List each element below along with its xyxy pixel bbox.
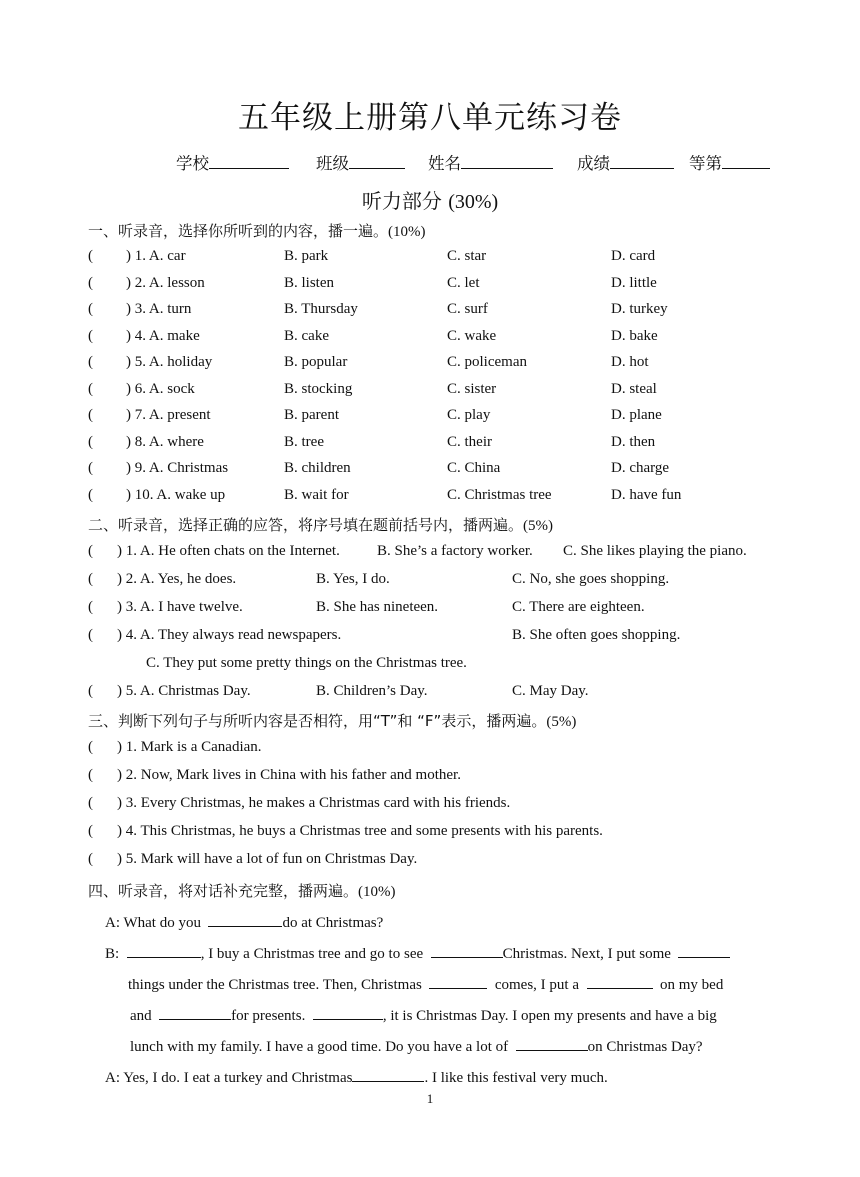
section4-heading-text: 四、听录音，将对话补充完整，播两遍。 xyxy=(88,882,359,900)
answer-blank[interactable] xyxy=(429,974,487,989)
dialogue-text: . I like this festival very much. xyxy=(424,1070,608,1086)
s1-option-b: B. wait for xyxy=(284,486,349,503)
s1-option-c: C. China xyxy=(447,460,501,476)
s3-statement: ) 5. Mark will have a lot of fun on Christmas Day. xyxy=(117,851,418,867)
s1-option-a: ) 10. A. wake up xyxy=(126,486,226,503)
s1-option-b: B. parent xyxy=(284,407,339,423)
answer-blank[interactable] xyxy=(313,1005,383,1020)
s1-option-b: B. children xyxy=(284,460,351,476)
s2-q1-c: C. She likes playing the piano. xyxy=(563,543,747,559)
section2-heading xyxy=(88,514,553,535)
dialogue-text: , I buy a Christmas tree and go to see xyxy=(200,946,424,962)
dialogue-text: things under the Christmas tree. Then, Christmas xyxy=(128,977,422,993)
s1-option-b: B. tree xyxy=(284,433,324,450)
s1-option-c: C. wake xyxy=(447,327,497,344)
class-label: 班级 xyxy=(316,154,349,173)
answer-blank[interactable] xyxy=(159,1005,231,1020)
s1-option-d: D. then xyxy=(611,433,656,450)
answer-paren[interactable]: ( xyxy=(88,683,93,699)
answer-paren[interactable]: ( xyxy=(88,823,93,839)
s1-option-d: D. card xyxy=(611,248,656,264)
s1-option-d: D. bake xyxy=(611,327,658,344)
answer-paren[interactable]: ( xyxy=(88,571,93,587)
dialogue-text: comes, I put a xyxy=(494,977,579,993)
s2-q4-c: C. They put some pretty things on the Christmas tree. xyxy=(146,655,467,671)
dialogue-text: A: What do you xyxy=(105,915,201,931)
school-blank[interactable] xyxy=(209,151,289,169)
s3-statement: ) 2. Now, Mark lives in China with his father and mother. xyxy=(117,767,461,783)
answer-blank[interactable] xyxy=(516,1036,588,1051)
dialogue-text: B: xyxy=(105,946,120,962)
score-label: 成绩 xyxy=(577,154,610,173)
s1-option-c: C. let xyxy=(447,274,480,291)
answer-paren[interactable]: ( xyxy=(88,407,93,423)
grade-label: 等第 xyxy=(689,154,722,173)
s1-option-a: ) 2. A. lesson xyxy=(126,274,205,291)
s2-q2-b: B. Yes, I do. xyxy=(316,571,390,587)
section3-heading-text: 三、判断下列句子与所听内容是否相符，用“T”和 “F”表示，播两遍。 xyxy=(88,712,547,730)
dialogue-text: on my bed xyxy=(660,977,724,993)
class-blank[interactable] xyxy=(349,151,405,169)
school-field xyxy=(176,150,289,174)
s2-q1-a: ) 1. A. He often chats on the Internet. xyxy=(117,543,340,559)
dialogue-text: Christmas. Next, I put some xyxy=(502,946,671,962)
dialogue-line-2 xyxy=(105,943,730,963)
s3-statement: ) 4. This Christmas, he buys a Christmas tree and some presents with his parents. xyxy=(117,823,603,839)
s1-option-d: D. little xyxy=(611,274,657,291)
s1-option-a: ) 1. A. car xyxy=(126,248,186,264)
s1-option-c: C. their xyxy=(447,433,492,450)
s3-statement: ) 3. Every Christmas, he makes a Christmas card with his friends. xyxy=(117,795,511,811)
answer-paren[interactable]: ( xyxy=(88,380,93,397)
s1-option-a: ) 3. A. turn xyxy=(126,301,192,317)
answer-paren[interactable]: ( xyxy=(88,543,93,559)
section1-points: (10%) xyxy=(388,224,426,240)
s1-option-b: B. park xyxy=(284,248,329,264)
s1-option-c: C. policeman xyxy=(447,354,527,370)
score-field xyxy=(577,150,674,174)
score-blank[interactable] xyxy=(610,151,674,169)
s1-option-c: C. sister xyxy=(447,380,497,397)
answer-paren[interactable]: ( xyxy=(88,767,93,783)
dialogue-text: do at Christmas? xyxy=(282,915,384,931)
page-number: 1 xyxy=(426,1091,434,1106)
s1-option-a: ) 7. A. present xyxy=(126,407,211,423)
answer-paren[interactable]: ( xyxy=(88,599,93,615)
listening-subtitle xyxy=(0,185,860,214)
s2-q3-b: B. She has nineteen. xyxy=(316,599,439,615)
s2-q5-b: B. Children’s Day. xyxy=(316,683,428,699)
section2-points: (5%) xyxy=(523,518,554,534)
s1-option-a: ) 8. A. where xyxy=(126,433,204,450)
s2-q1-b: B. She’s a factory worker. xyxy=(377,543,533,559)
dialogue-text: lunch with my family. I have a good time. Do you have a lot of xyxy=(130,1039,509,1055)
s2-q3-c: C. There are eighteen. xyxy=(512,599,645,615)
s1-option-c: C. play xyxy=(447,407,491,423)
answer-blank[interactable] xyxy=(587,974,653,989)
section4-points: (10%) xyxy=(358,884,396,900)
school-label: 学校 xyxy=(176,154,209,173)
dialogue-text: and xyxy=(130,1008,152,1024)
name-field xyxy=(428,150,553,174)
s1-option-d: D. have fun xyxy=(611,486,682,503)
s2-q5-a: ) 5. A. Christmas Day. xyxy=(117,683,251,699)
dialogue-line-5 xyxy=(130,1036,703,1056)
s3-statement: ) 1. Mark is a Canadian. xyxy=(117,739,262,755)
grade-field xyxy=(689,150,770,174)
section2-heading-text: 二、听录音，选择正确的应答，将序号填在题前括号内，播两遍。 xyxy=(88,516,524,534)
s1-option-d: D. charge xyxy=(611,460,670,476)
s1-option-d: D. plane xyxy=(611,407,662,423)
s1-option-c: C. star xyxy=(447,248,487,264)
section1-heading xyxy=(88,220,426,241)
answer-paren[interactable]: ( xyxy=(88,460,93,476)
s2-q2-c: C. No, she goes shopping. xyxy=(512,571,670,587)
answer-paren[interactable]: ( xyxy=(88,739,93,755)
s1-option-d: D. steal xyxy=(611,380,657,397)
name-blank[interactable] xyxy=(461,151,553,169)
section1-heading-text: 一、听录音，选择你所听到的内容，播一遍。 xyxy=(88,222,389,240)
s1-option-c: C. Christmas tree xyxy=(447,486,552,503)
answer-paren[interactable]: ( xyxy=(88,795,93,811)
answer-paren[interactable]: ( xyxy=(88,486,93,503)
s1-option-b: B. listen xyxy=(284,274,335,291)
s2-q4-b: B. She often goes shopping. xyxy=(512,627,681,643)
dialogue-line-4 xyxy=(130,1005,717,1025)
grade-blank[interactable] xyxy=(722,151,770,169)
s1-option-a: ) 4. A. make xyxy=(126,327,200,344)
s1-option-a: ) 6. A. sock xyxy=(126,380,195,397)
dialogue-text: A: Yes, I do. I eat a turkey and Christmas xyxy=(105,1070,353,1086)
s2-q4-a: ) 4. A. They always read newspapers. xyxy=(117,627,342,643)
s1-option-a: ) 5. A. holiday xyxy=(126,354,213,370)
answer-paren[interactable]: ( xyxy=(88,301,93,317)
answer-paren[interactable]: ( xyxy=(88,327,93,344)
dialogue-text: on Christmas Day? xyxy=(587,1039,703,1055)
s2-q2-a: ) 2. A. Yes, he does. xyxy=(117,571,237,587)
section3-points: (5%) xyxy=(546,714,577,730)
subtitle-points: (30%) xyxy=(448,191,499,213)
answer-blank[interactable] xyxy=(127,943,201,958)
section3-heading xyxy=(88,710,576,731)
s1-option-a: ) 9. A. Christmas xyxy=(126,460,229,476)
s1-option-d: D. turkey xyxy=(611,301,668,317)
s2-q5-c: C. May Day. xyxy=(512,683,589,699)
s1-option-c: C. surf xyxy=(447,301,488,317)
s1-option-b: B. stocking xyxy=(284,380,353,397)
dialogue-line-3 xyxy=(128,974,723,994)
answer-paren[interactable]: ( xyxy=(88,274,93,291)
dialogue-text: , it is Christmas Day. I open my presents and have a big xyxy=(382,1008,717,1024)
answer-blank[interactable] xyxy=(678,943,730,958)
s1-option-b: B. popular xyxy=(284,354,348,370)
name-label: 姓名 xyxy=(428,154,461,173)
dialogue-line-6 xyxy=(105,1067,608,1087)
section4-heading xyxy=(88,880,396,901)
dialogue-line-1 xyxy=(105,912,383,932)
s1-option-b: B. cake xyxy=(284,327,329,344)
answer-blank[interactable] xyxy=(431,943,503,958)
answer-paren[interactable]: ( xyxy=(88,354,93,370)
subtitle-text: 听力部分 xyxy=(361,189,442,213)
page-title: 五年级上册第八单元练习卷 xyxy=(238,100,622,136)
answer-paren[interactable]: ( xyxy=(88,433,93,450)
s1-option-b: B. Thursday xyxy=(284,301,358,317)
dialogue-text: for presents. xyxy=(231,1008,306,1024)
answer-paren[interactable]: ( xyxy=(88,851,93,867)
s1-option-d: D. hot xyxy=(611,354,649,370)
answer-paren[interactable]: ( xyxy=(88,248,93,264)
answer-blank[interactable] xyxy=(352,1067,424,1082)
answer-blank[interactable] xyxy=(208,912,282,927)
s2-q3-a: ) 3. A. I have twelve. xyxy=(117,599,243,615)
class-field xyxy=(316,150,405,174)
answer-paren[interactable]: ( xyxy=(88,627,93,643)
